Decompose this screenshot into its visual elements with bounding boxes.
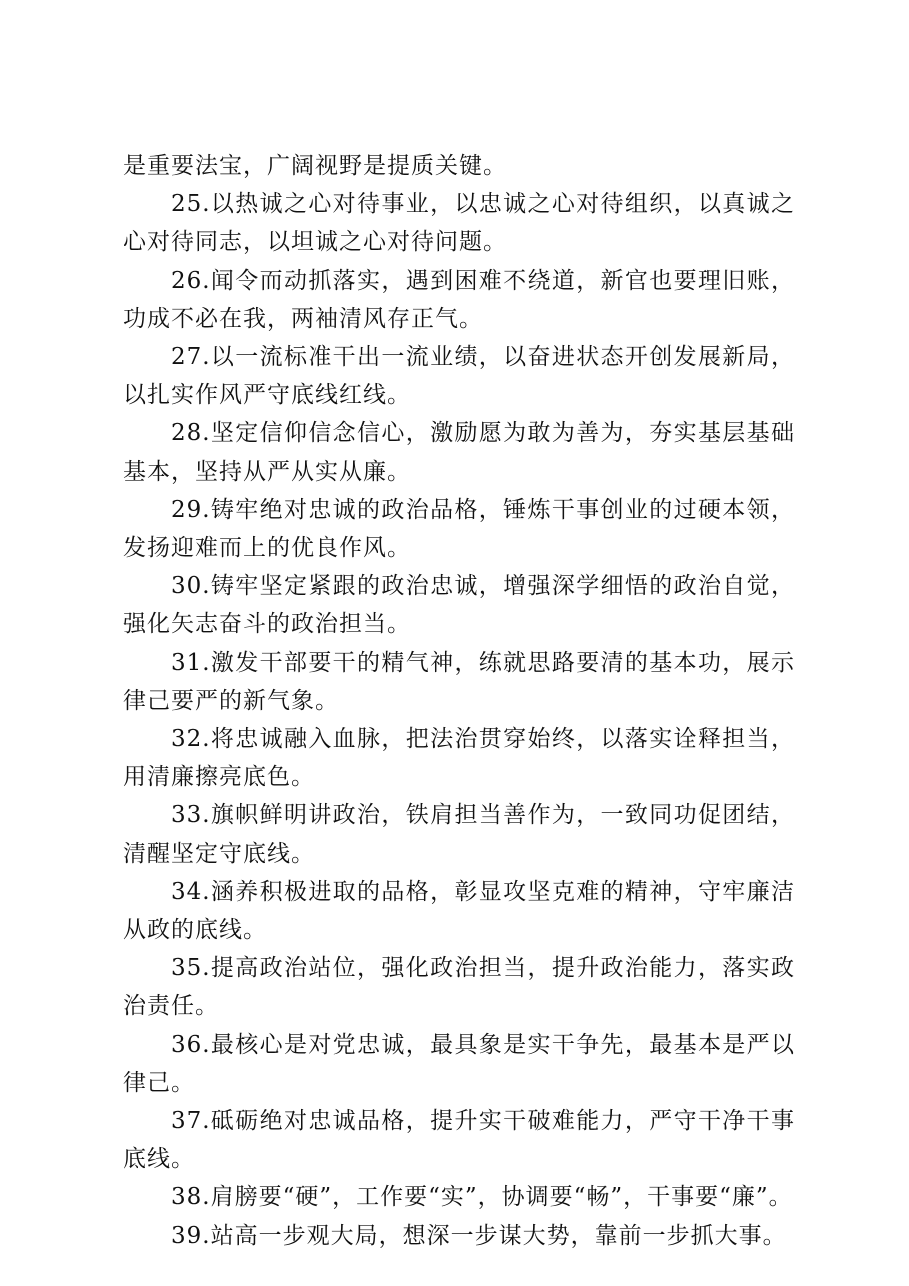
list-item-25: 25.以热诚之心对待事业，以忠诚之心对待组织，以真诚之心对待同志，以坦诚之心对待问题。 (123, 191, 795, 256)
list-item-32: 32.将忠诚融入血脉，把法治贯穿始终，以落实诠释担当，用清廉擦亮底色。 (123, 726, 795, 791)
list-item-30: 30.铸牢坚定紧跟的政治忠诚，增强深学细悟的政治自觉，强化矢志奋斗的政治担当。 (123, 573, 795, 638)
list-item-35: 35.提高政治站位，强化政治担当，提升政治能力，落实政治责任。 (123, 955, 795, 1020)
list-item-38: 38.肩膀要“硬”，工作要“实”，协调要“畅”，干事要“廉”。 (171, 1184, 793, 1211)
paragraph-continuation: 是重要法宝，广阔视野是提质关键。 (123, 153, 507, 179)
list-item-31: 31.激发干部要干的精气神，练就思路要清的基本功，展示律己要严的新气象。 (123, 649, 795, 714)
list-item-39: 39.站高一步观大局，想深一步谋大势，靠前一步抓大事。 (171, 1222, 787, 1249)
list-item-36: 36.最核心是对党忠诚，最具象是实干争先，最基本是严以律己。 (123, 1031, 795, 1096)
document-body (123, 147, 795, 1255)
list-item-37: 37.砥砺绝对忠诚品格，提升实干破难能力，严守干净干事底线。 (123, 1108, 795, 1173)
list-item-28: 28.坚定信仰信念信心，激励愿为敢为善为，夯实基层基础基本，坚持从严从实从廉。 (123, 420, 795, 485)
list-item-27: 27.以一流标准干出一流业绩，以奋进状态开创发展新局，以扎实作风严守底线红线。 (123, 344, 795, 409)
list-item-29: 29.铸牢绝对忠诚的政治品格，锤炼干事创业的过硬本领，发扬迎难而上的优良作风。 (123, 496, 795, 562)
list-item-34: 34.涵养积极进取的品格，彰显攻坚克难的精神，守牢廉洁从政的底线。 (123, 878, 795, 944)
list-item-33: 33.旗帜鲜明讲政治，铁肩担当善作为，一致同功促团结，清醒坚定守底线。 (123, 802, 795, 867)
list-item-26: 26.闻令而动抓落实，遇到困难不绕道，新官也要理旧账，功成不必在我，两袖清风存正气。 (123, 267, 795, 332)
